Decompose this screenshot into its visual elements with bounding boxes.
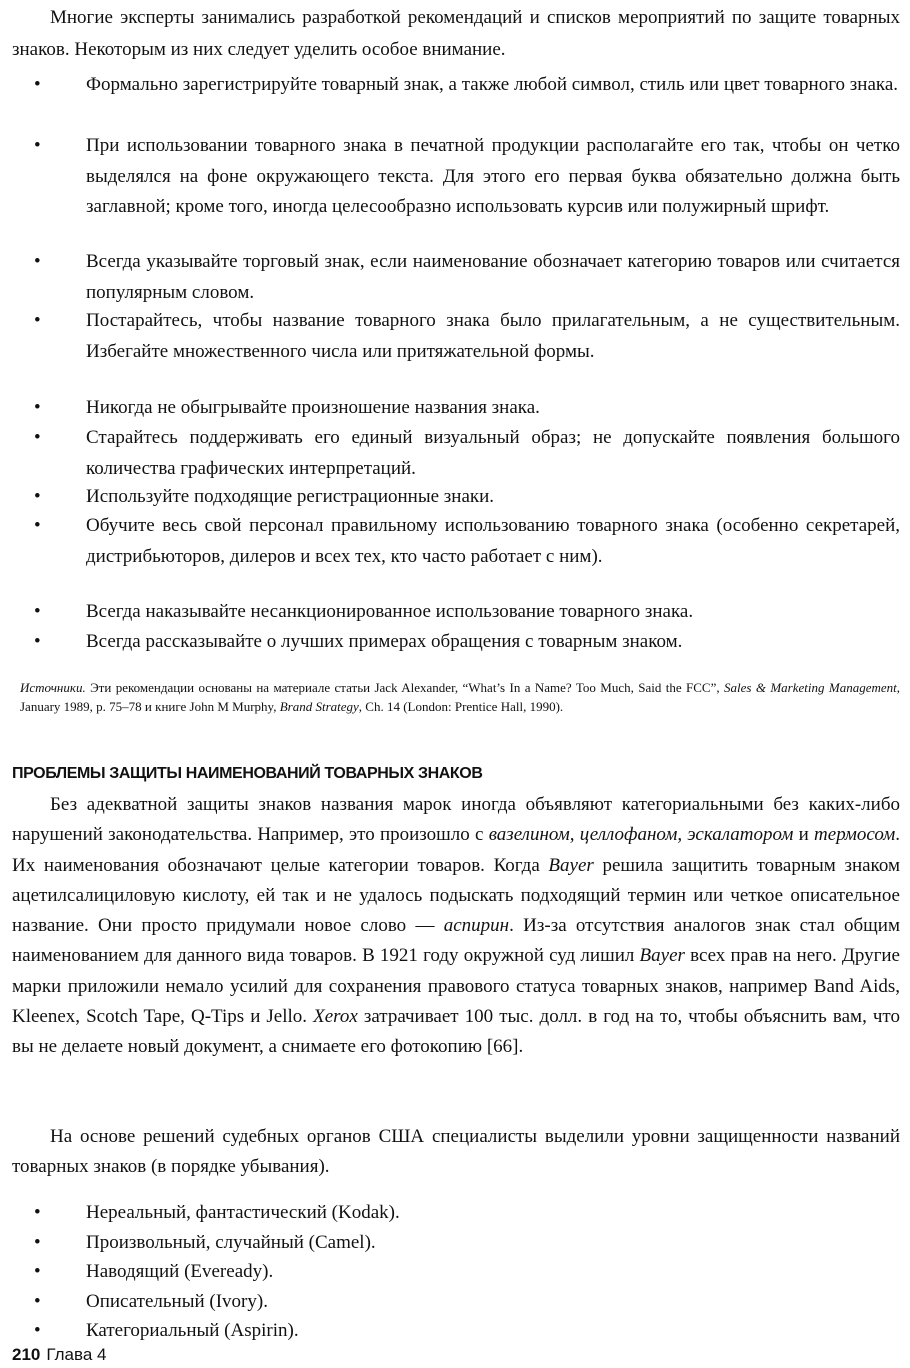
bullet-icon: •: [34, 601, 41, 622]
chapter-label: Глава 4: [46, 1345, 107, 1364]
bullet-icon: •: [34, 74, 41, 95]
bullet-icon: •: [34, 1291, 41, 1312]
book-title: Brand Strategy: [279, 698, 359, 714]
body-paragraph: Без адекватной защиты знаков названия марок иногда объявляют категориальными без каких-либо нарушений законодательства. Например, это произошло с вазелином, целлофаном, эскалатором и термосом. Их наименования обозначают целые категории товаров. Когда Bayer решила защитить товарным знаком ацетилсалициловую кислоту, ей так и не удалось подыскать подходящий термин или четкое описательное название. Они просто придумали новое слово — аспирин. Из-за отсутствия аналогов знак стал общим наименованием для данного вида товаров. В 1921 году окружной суд лишил Bayer всех прав на него. Другие марки приложили немало усилий для сохранения правового статуса товарных знаков, например Band Aids, Kleenex, Scotch Tape, Q-Tips и Jello. Xerox затрачивает 100 тыс. долл. в год на то, чтобы объяснить вам, что вы не делаете новый документ, а снимаете его фотокопию [66].: [12, 794, 900, 1058]
page-footer: [12, 1344, 106, 1366]
bullet-icon: •: [34, 310, 41, 331]
bullet-icon: •: [34, 251, 41, 272]
book-page: Многие эксперты занимались разработкой рекомендаций и списков мероприятий по защите товарных знаков. Некоторым из них следует уделить особое внимание. • Формально зарегистрируйте товарный знак, а также любой символ, стиль или цвет товарного знака. • При использовании товарного знака в печатной продукции располагайте его так, чтобы он четко выделялся на фоне окружающего текста. Для этого его первая буква обязательно должна быть заглавной; кроме того, иногда целесообразно использовать курсив или полужирный шрифт. • Всегда указывайте торговый знак, если наименование обозначает категорию товаров или считается популярным словом. • Постарайтесь, чтобы название товарного знака было прилагательным, а не существительным. Избегайте множественного числа или притяжательной формы. • Никогда не обыгрывайте произношение названия знака. • Старайтесь поддерживать его единый визуальный образ; не допускайте появления большого количества графических интерпретаций. • Используйте подходящие регистрационные знаки. • Обучите весь свой персонал правильному использованию товарного знака (особенно секретарей, дистрибьюторов, дилеров и всех тех, кто часто работает с ним). • Всегда наказывайте несанкционированное использование товарного знака. • Всегда рассказывайте о лучших примерах обращения с товарным знаком. Источники. Эти рекомендации основаны на материале статьи Jack Alexander, “What’s In a Name? Too Much, Said the FCC”, Sales & Marketing Management, January 1989, p. 75–78 и книге John M Murphy, Brand Strategy, Ch. 14 (London: Prentice Hall, 1990). ПРОБЛЕМЫ ЗАЩИТЫ НАИМЕНОВАНИЙ ТОВАРНЫХ ЗНАКОВ Без адекватной защиты знаков названия марок иногда объявляют категориальными без каких-либо нарушений законодательства. Например, это произошло с вазелином, целлофаном, эскалатором и термосом. Их наименования обозначают целые категории товаров. Когда Bayer решила защитить товарным знаком ацетилсалициловую кислоту, ей так и не удалось подыскать подходящий термин или четкое описательное название. Они просто придумали новое слово — аспирин. Из-за отсутствия аналогов знак стал общим наименованием для данного вида товаров. В 1921 году окружной суд лишил Bayer всех прав на него. Другие марки приложили немало усилий для сохранения правового статуса товарных знаков, например Band Aids, Kleenex, Scotch Tape, Q-Tips и Jello. Xerox затрачивает 100 тыс. долл. в год на то, чтобы объяснить вам, что вы не делаете новый документ, а снимаете его фотокопию [66]. На основе решений судебных органов США специалисты выделили уровни защищенности названий товарных знаков (в порядке убывания). • Нереальный, фантастический (Kodak). • Произвольный, случайный (Camel). • Наводящий (Eveready). • Описательный (Ivory). • Категориальный (Aspirin). 210 Глава 4: [0, 0, 910, 1368]
bullet-icon: •: [34, 397, 41, 418]
bullet-icon: •: [34, 631, 41, 652]
bullet-icon: •: [34, 135, 41, 156]
bullet-icon: •: [34, 427, 41, 448]
bullet-icon: •: [34, 1232, 41, 1253]
bullet-icon: •: [34, 1320, 41, 1341]
bullet-icon: •: [34, 1202, 41, 1223]
journal-title: Sales & Marketing Management: [724, 680, 897, 695]
bullet-icon: •: [34, 1261, 41, 1282]
body-paragraph: На основе решений судебных органов США специалисты выделили уровни защищенности названий товарных знаков (в порядке убывания).: [12, 1126, 900, 1178]
page-number: 210: [12, 1345, 41, 1364]
section-heading: ПРОБЛЕМЫ ЗАЩИТЫ НАИМЕНОВАНИЙ ТОВАРНЫХ ЗНАКОВ: [12, 765, 483, 782]
bullet-icon: •: [34, 515, 41, 536]
bullet-icon: •: [34, 486, 41, 507]
sources-label: Источники.: [20, 680, 86, 695]
intro-paragraph: Многие эксперты занимались разработкой рекомендаций и списков мероприятий по защите товарных знаков. Некоторым из них следует уделить особое внимание.: [12, 7, 900, 60]
sources-note: Источники. Эти рекомендации основаны на материале статьи Jack Alexander, “What’s In a Name? Too Much, Said the FCC”, Sales & Marketing Management, January 1989, p. 75–78 и книге John M Murphy, Brand Strategy, Ch. 14 (London: Prentice Hall, 1990).: [20, 680, 900, 714]
